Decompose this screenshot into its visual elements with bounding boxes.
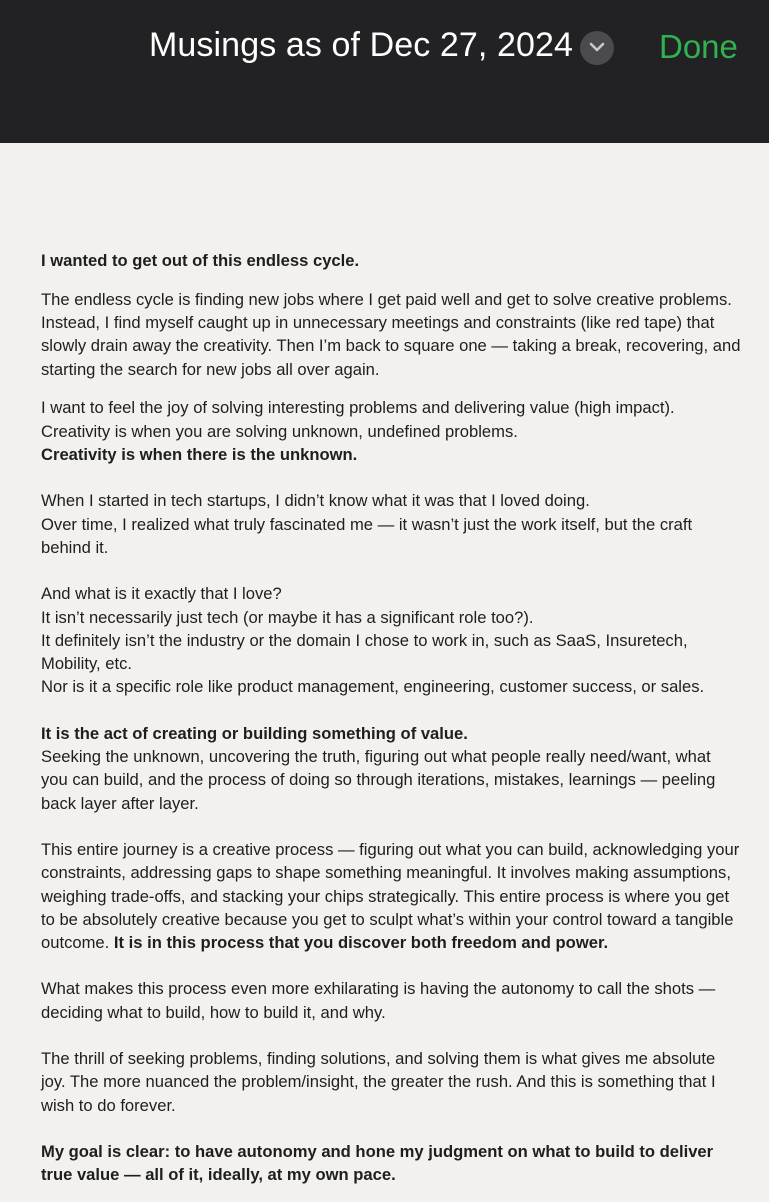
paragraph bbox=[41, 722, 741, 815]
text-line: I want to feel the joy of solving interesting problems and delivering value (high impact). bbox=[41, 398, 675, 418]
paragraph bbox=[41, 582, 741, 698]
chevron-down-icon[interactable] bbox=[580, 31, 614, 65]
bold-line: It is in this process that you discover both freedom and power. bbox=[113, 933, 609, 953]
paragraph bbox=[41, 396, 741, 466]
text-line: It definitely isn’t the industry or the domain I chose to work in, such as SaaS, Insuretech, Mobility, etc. bbox=[41, 630, 688, 674]
bold-line: Creativity is when there is the unknown. bbox=[41, 445, 358, 465]
paragraph: The endless cycle is finding new jobs where I get paid well and get to solve creative problems. Instead, I find myself caught up in unnecessary meetings and constraints (like red tape) that slowly drain away the creativity. Then I’m back to square one — taking a break, recovering, and starting the search for new jobs all over again. bbox=[41, 289, 741, 379]
text-line: And what is it exactly that I love? bbox=[41, 584, 282, 604]
bold-line: It is the act of creating or building something of value. bbox=[41, 723, 468, 743]
paragraph: What makes this process even more exhilarating is having the autonomy to call the shots — deciding what to build, how to build it, and why. bbox=[41, 979, 716, 1022]
done-button[interactable]: Done bbox=[659, 28, 738, 65]
text-line: It isn’t necessarily just tech (or maybe it has a significant role too?). bbox=[41, 607, 534, 627]
paragraph bbox=[41, 838, 741, 954]
paragraph: The thrill of seeking problems, finding solutions, and solving them is what gives me absolute joy. The more nuanced the problem/insight, the greater the rush. And this is something that I wish to do forever. bbox=[41, 1049, 716, 1115]
text-line: When I started in tech startups, I didn’t know what it was that I loved doing. bbox=[41, 491, 590, 511]
paragraph-conclusion: My goal is clear: to have autonomy and hone my judgment on what to build to deliver true value — all of it, ideally, at my own pace. bbox=[41, 1141, 714, 1185]
text-line: Creativity is when you are solving unknown, undefined problems. bbox=[41, 421, 518, 441]
note-body[interactable] bbox=[41, 249, 741, 1202]
text-line: Seeking the unknown, uncovering the truth, figuring out what people really need/want, what you can build, and the process of doing so through iterations, mistakes, learnings — peeling back layer after layer. bbox=[41, 747, 716, 813]
text-line: Nor is it a specific role like product management, engineering, customer success, or sales. bbox=[41, 677, 705, 697]
text-line: Over time, I realized what truly fascinated me — it wasn’t just the work itself, but the craft behind it. bbox=[41, 514, 693, 557]
text-line: This entire journey is a creative process — figuring out what you can build, acknowledging your constraints, addressing gaps to shape something meaningful. It involves making assumptions, weighing trade-offs, and stacking your chips strategically. This entire process is where you get to be absolutely creative because you get to sculpt what’s within your control toward a tangible outcome. bbox=[41, 839, 740, 953]
navigation-bar bbox=[0, 0, 769, 143]
chevron-down-glyph bbox=[589, 42, 605, 54]
paragraph bbox=[41, 489, 741, 559]
paragraph-heading: I wanted to get out of this endless cycle. bbox=[41, 251, 360, 270]
note-title[interactable]: Musings as of Dec 27, 2024 bbox=[149, 26, 574, 64]
